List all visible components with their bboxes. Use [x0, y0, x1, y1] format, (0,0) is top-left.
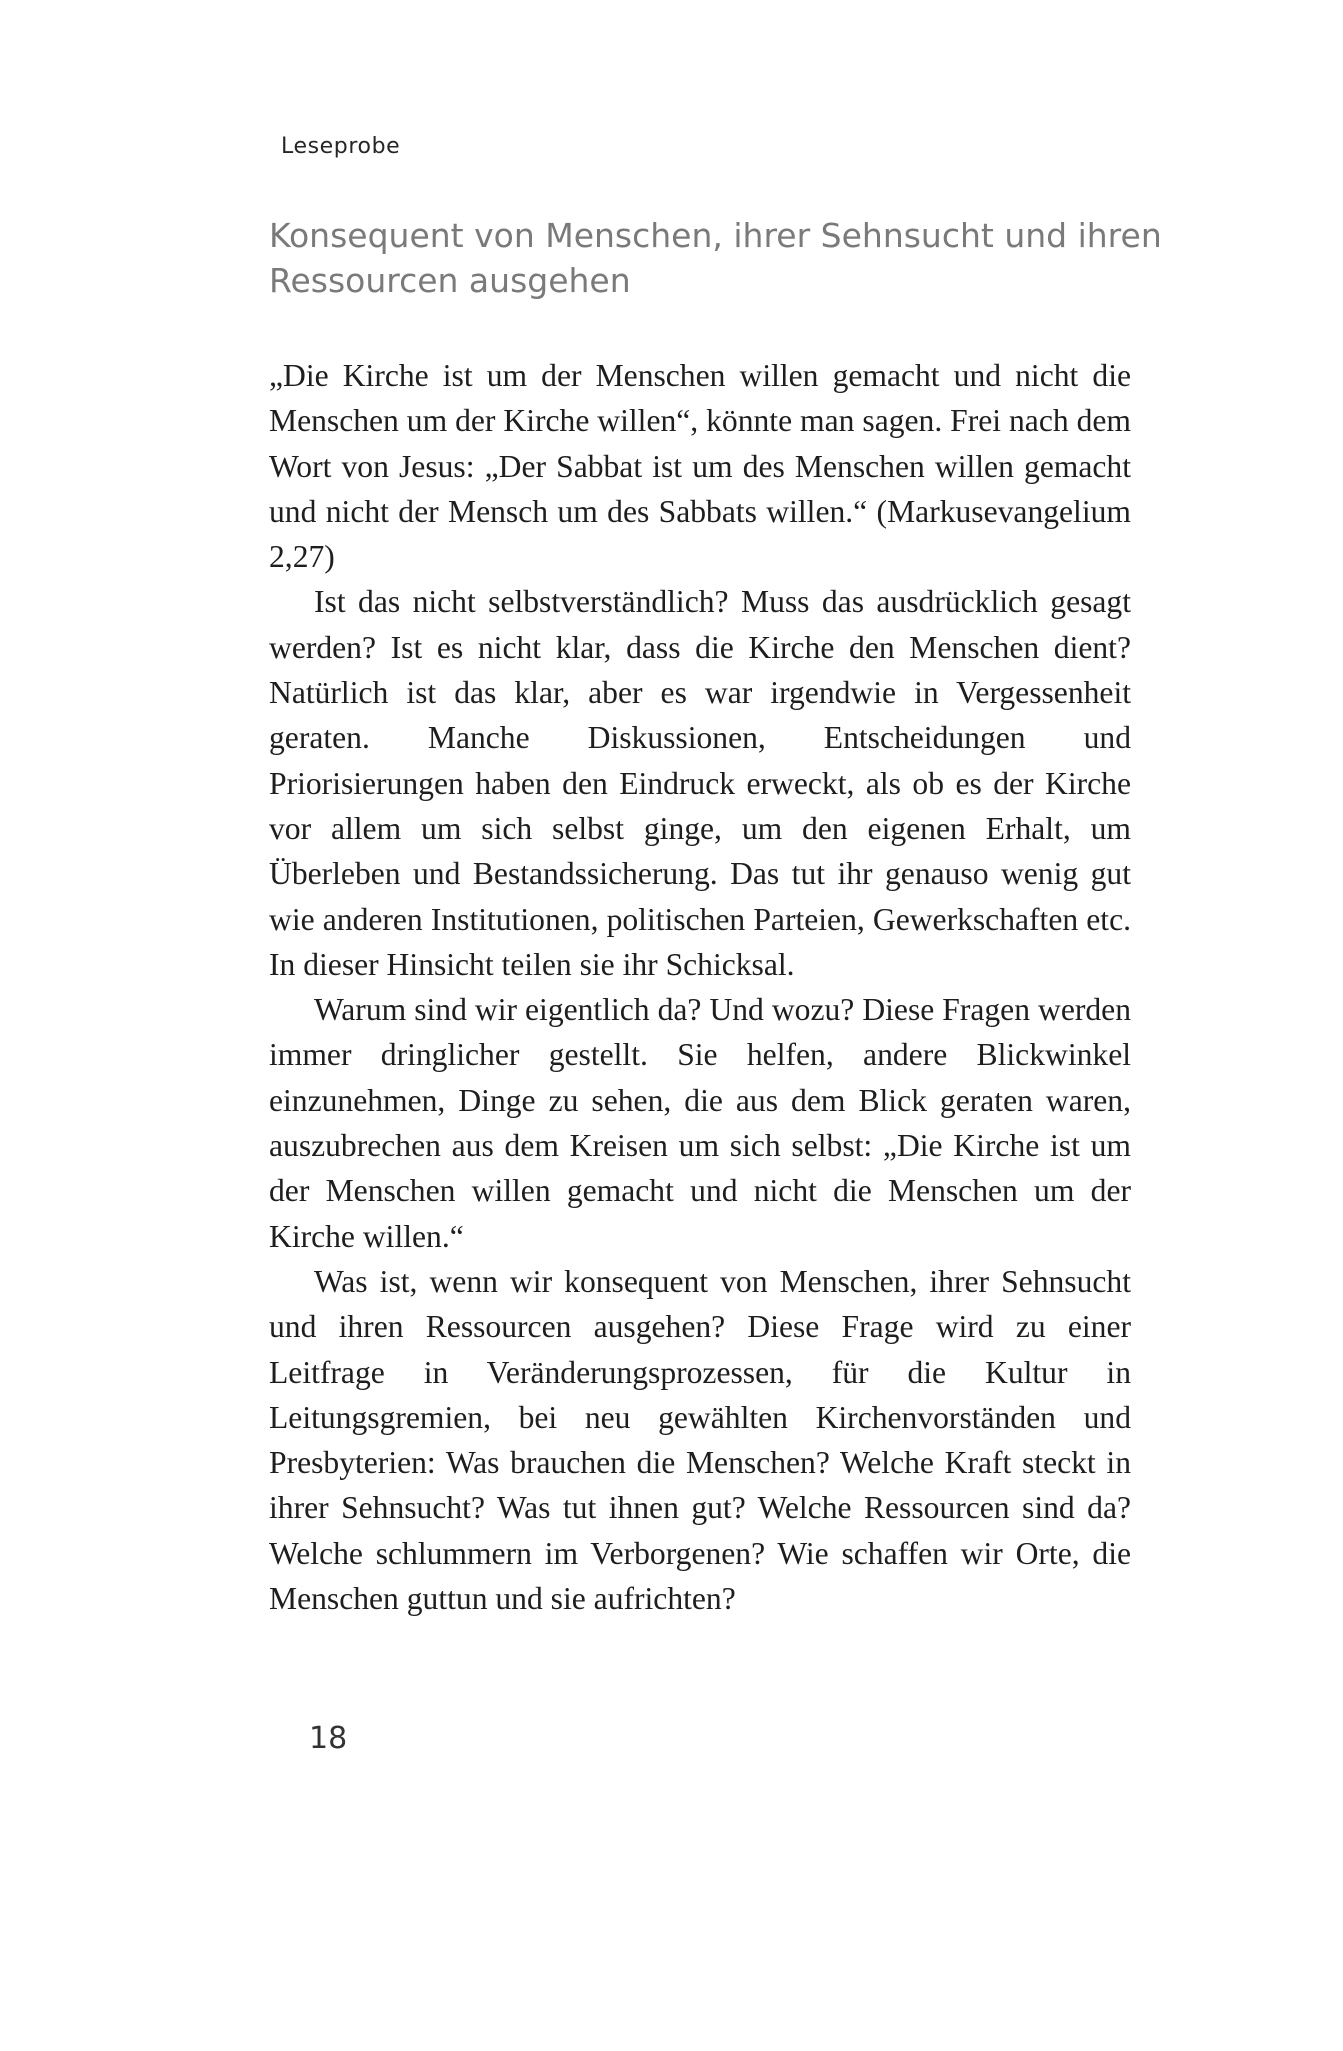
paragraph: Was ist, wenn wir konsequent von Menschen, ihrer Sehnsucht und ihren Ressourcen ausgehen? Diese Frage wird zu einer Leitfrage in Veränderungsprozessen, für die Kultur in Leitungsgremien, bei neu gewählten Kirchenvorständen und Presbyterien: Was brauchen die Menschen? Welche Kraft steckt in ihrer Sehnsucht? Was tut ihnen gut? Welche Ressourcen sind da? Welche schlummern im Verborgenen? Wie schaffen wir Orte, die Menschen guttun und sie aufrichten?	[269, 1263, 1131, 1617]
running-head: Leseprobe	[281, 134, 401, 159]
body-text	[269, 353, 1131, 1621]
page-number: 18	[309, 1721, 348, 1756]
paragraph: „Die Kirche ist um der Menschen willen gemacht und nicht die Menschen um der Kirche willen“, könnte man sagen. Frei nach dem Wort von Jesus: „Der Sabbat ist um des Menschen willen gemacht und nicht der Mensch um des Sabbats willen.“ (Markusevangelium 2,27)	[269, 358, 1131, 575]
paragraph: Ist das nicht selbstverständlich? Muss das ausdrücklich gesagt werden? Ist es nicht klar, dass die Kirche den Menschen dient? Natürlich ist das klar, aber es war irgendwie in Vergessenheit geraten. Manche Diskussionen, Entscheidungen und Priorisierungen haben den Eindruck erweckt, als ob es der Kirche vor allem um sich selbst ginge, um den eigenen Erhalt, um Überleben und Bestandssicherung. Das tut ihr genauso wenig gut wie anderen Institutionen, politischen Parteien, Gewerkschaften etc. In dieser Hinsicht teilen sie ihr Schicksal.	[269, 584, 1131, 982]
section-heading: Konsequent von Menschen, ihrer Sehnsucht und ihren Ressourcen ausgehen	[269, 216, 1162, 300]
paragraph: Warum sind wir eigentlich da? Und wozu? Diese Fragen werden immer dringlicher gestellt. Sie helfen, andere Blickwinkel einzunehmen, Dinge zu sehen, die aus dem Blick geraten waren, auszubrechen aus dem Kreisen um sich selbst: „Die Kirche ist um der Menschen willen gemacht und nicht die Menschen um der Kirche willen.“	[269, 992, 1131, 1254]
